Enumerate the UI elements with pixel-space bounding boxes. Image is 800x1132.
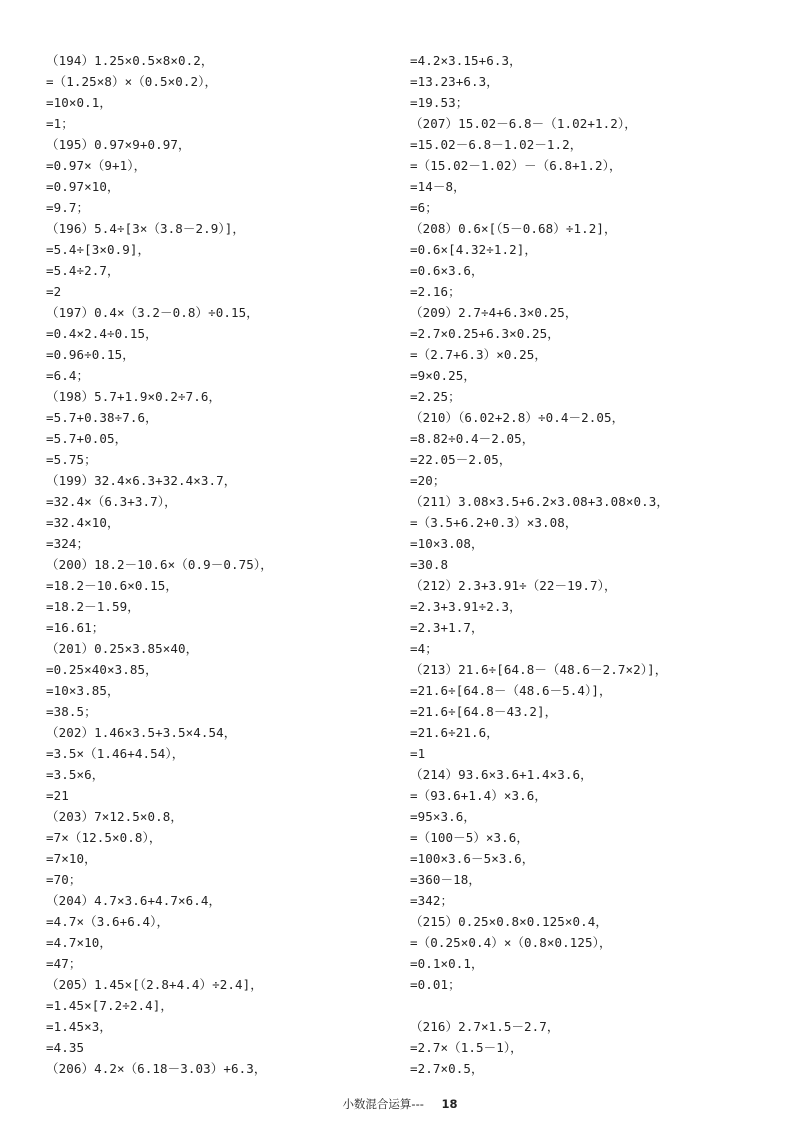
math-line: =2.3+3.91÷2.3， bbox=[410, 599, 522, 614]
right-column bbox=[410, 50, 780, 1079]
math-line: =8.82÷0.4－2.05， bbox=[410, 431, 535, 446]
math-line: =5.4÷[3×0.9]， bbox=[46, 242, 151, 257]
math-line: （210）（6.02+2.8）÷0.4－2.05， bbox=[410, 410, 625, 425]
math-line: =0.96÷0.15， bbox=[46, 347, 135, 362]
math-line: =4.7×10， bbox=[46, 935, 112, 950]
math-line: （199）32.4×6.3+32.4×3.7， bbox=[46, 473, 237, 488]
math-line: =6； bbox=[410, 200, 438, 215]
math-line: =14－8， bbox=[410, 179, 466, 194]
math-line: （194）1.25×0.5×8×0.2， bbox=[46, 53, 214, 68]
math-line: =21.6÷21.6， bbox=[410, 725, 499, 740]
math-line: =0.25×40×3.85， bbox=[46, 662, 158, 677]
page-footer bbox=[0, 1096, 800, 1112]
math-line: =1； bbox=[46, 116, 74, 131]
math-line: =32.4×（6.3+3.7）， bbox=[46, 494, 177, 509]
math-line: =47； bbox=[46, 956, 82, 971]
math-line: （202）1.46×3.5+3.5×4.54， bbox=[46, 725, 237, 740]
math-line: =（0.25×0.4）×（0.8×0.125）， bbox=[410, 935, 612, 950]
math-line: =38.5； bbox=[46, 704, 97, 719]
math-line: =（1.25×8）×（0.5×0.2）， bbox=[46, 74, 218, 89]
math-line: （200）18.2－10.6×（0.9－0.75）， bbox=[46, 557, 273, 572]
math-line: （216）2.7×1.5－2.7， bbox=[410, 1019, 560, 1034]
math-line: =4.35 bbox=[46, 1040, 85, 1055]
math-line: =5.75； bbox=[46, 452, 97, 467]
math-line: （195）0.97×9+0.97， bbox=[46, 137, 191, 152]
math-line: =70； bbox=[46, 872, 82, 887]
math-line: =18.2－1.59， bbox=[46, 599, 140, 614]
math-line: （214）93.6×3.6+1.4×3.6， bbox=[410, 767, 593, 782]
math-line: =10×0.1， bbox=[46, 95, 112, 110]
page-number: 18 bbox=[441, 1097, 458, 1111]
math-line: =4； bbox=[410, 641, 438, 656]
math-line: =2.7×0.25+6.3×0.25， bbox=[410, 326, 560, 341]
math-line: =21.6÷[64.8－（48.6－5.4）]， bbox=[410, 683, 612, 698]
math-line: =22.05－2.05， bbox=[410, 452, 512, 467]
math-line: =19.53； bbox=[410, 95, 469, 110]
math-line: =100×3.6－5×3.6， bbox=[410, 851, 535, 866]
math-line: =7×10， bbox=[46, 851, 97, 866]
math-line: =13.23+6.3， bbox=[410, 74, 499, 89]
math-line: （205）1.45×[（2.8+4.4）÷2.4]， bbox=[46, 977, 263, 992]
math-line: =9.7； bbox=[46, 200, 90, 215]
math-line: （201）0.25×3.85×40， bbox=[46, 641, 199, 656]
math-line: （204）4.7×3.6+4.7×6.4， bbox=[46, 893, 222, 908]
math-line: =1.45×3， bbox=[46, 1019, 112, 1034]
math-line: =2.7×（1.5－1）， bbox=[410, 1040, 523, 1055]
math-line: （211）3.08×3.5+6.2×3.08+3.08×0.3， bbox=[410, 494, 669, 509]
math-line: =0.4×2.4÷0.15， bbox=[46, 326, 158, 341]
math-line: =1.45×[7.2÷2.4]， bbox=[46, 998, 173, 1013]
math-line: =6.4； bbox=[46, 368, 90, 383]
math-line: =32.4×10， bbox=[46, 515, 120, 530]
math-line: （209）2.7÷4+6.3×0.25， bbox=[410, 305, 578, 320]
math-line: =0.1×0.1， bbox=[410, 956, 484, 971]
math-line: （213）21.6÷[64.8－（48.6－2.7×2）]， bbox=[410, 662, 668, 677]
math-line: （215）0.25×0.8×0.125×0.4， bbox=[410, 914, 608, 929]
math-line: （207）15.02－6.8－（1.02+1.2）， bbox=[410, 116, 637, 131]
math-line: =15.02－6.8－1.02－1.2， bbox=[410, 137, 583, 152]
math-line: =18.2－10.6×0.15， bbox=[46, 578, 178, 593]
math-line: （197）0.4×（3.2－0.8）÷0.15， bbox=[46, 305, 259, 320]
math-line: =0.97×10， bbox=[46, 179, 120, 194]
math-line: =9×0.25， bbox=[410, 368, 476, 383]
math-line: （206）4.2×（6.18－3.03）+6.3， bbox=[46, 1061, 267, 1076]
math-line: =4.2×3.15+6.3， bbox=[410, 53, 522, 68]
math-line: =（93.6+1.4）×3.6， bbox=[410, 788, 547, 803]
math-line: =30.8 bbox=[410, 557, 449, 572]
math-line: =（100－5）×3.6， bbox=[410, 830, 530, 845]
math-line: （208）0.6×[（5－0.68）÷1.2]， bbox=[410, 221, 617, 236]
math-line: =16.61； bbox=[46, 620, 105, 635]
footer-label: 小数混合运算--- bbox=[342, 1097, 424, 1111]
math-line: =2.16； bbox=[410, 284, 461, 299]
math-line: （196）5.4÷[3×（3.8－2.9）]， bbox=[46, 221, 245, 236]
math-line bbox=[410, 995, 780, 1016]
math-line: =0.6×[4.32÷1.2]， bbox=[410, 242, 537, 257]
math-line: =21 bbox=[46, 788, 69, 803]
math-line: =10×3.08， bbox=[410, 536, 484, 551]
left-column bbox=[46, 50, 416, 1079]
math-line: =0.97×（9+1）， bbox=[46, 158, 147, 173]
math-line: =2 bbox=[46, 284, 62, 299]
math-line: =342； bbox=[410, 893, 454, 908]
math-line: =2.3+1.7， bbox=[410, 620, 484, 635]
math-line: =（2.7+6.3）×0.25， bbox=[410, 347, 547, 362]
math-line: （198）5.7+1.9×0.2÷7.6， bbox=[46, 389, 222, 404]
math-line: =7×（12.5×0.8）， bbox=[46, 830, 162, 845]
math-line: =360－18， bbox=[410, 872, 481, 887]
math-line: =2.25； bbox=[410, 389, 461, 404]
math-line: =0.6×3.6， bbox=[410, 263, 484, 278]
math-line: =5.4÷2.7， bbox=[46, 263, 120, 278]
math-line: =5.7+0.05， bbox=[46, 431, 128, 446]
math-line: =20； bbox=[410, 473, 446, 488]
math-line: =4.7×（3.6+6.4）， bbox=[46, 914, 170, 929]
math-line: =3.5×（1.46+4.54）， bbox=[46, 746, 185, 761]
math-line: =0.01； bbox=[410, 977, 461, 992]
math-line: =5.7+0.38÷7.6， bbox=[46, 410, 158, 425]
math-line: =21.6÷[64.8－43.2]， bbox=[410, 704, 558, 719]
math-line: =3.5×6， bbox=[46, 767, 105, 782]
math-line: （212）2.3+3.91÷（22－19.7）， bbox=[410, 578, 617, 593]
math-line: =95×3.6， bbox=[410, 809, 476, 824]
math-line: =10×3.85， bbox=[46, 683, 120, 698]
math-line: （203）7×12.5×0.8， bbox=[46, 809, 183, 824]
math-line: =2.7×0.5， bbox=[410, 1061, 484, 1076]
math-line: =324； bbox=[46, 536, 90, 551]
math-line: =（3.5+6.2+0.3）×3.08， bbox=[410, 515, 578, 530]
math-line: =1 bbox=[410, 746, 426, 761]
math-line: =（15.02－1.02）－（6.8+1.2）， bbox=[410, 158, 622, 173]
